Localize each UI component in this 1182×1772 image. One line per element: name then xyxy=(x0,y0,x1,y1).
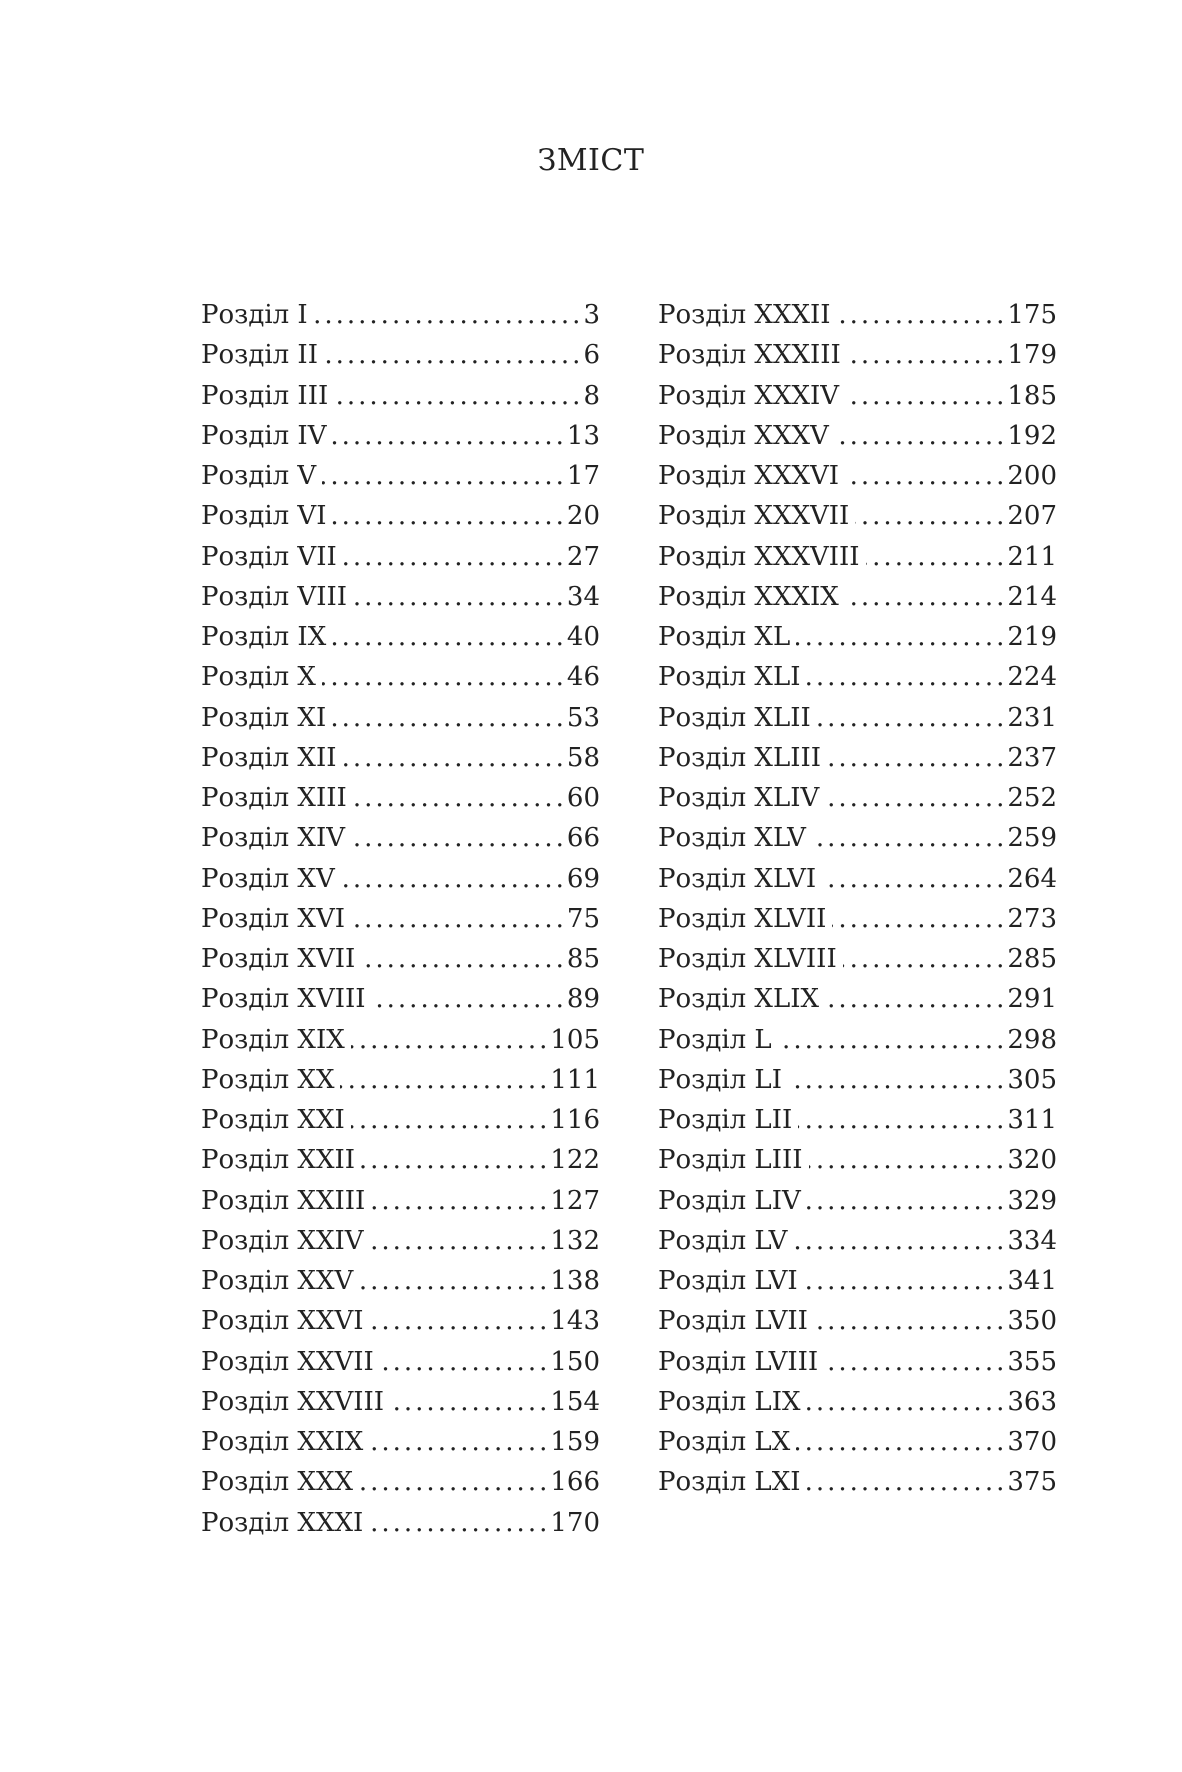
dot-leader xyxy=(807,1188,1008,1214)
toc-entry[interactable] xyxy=(201,581,600,624)
toc-entry-page-number: 154 xyxy=(550,1386,600,1417)
toc-entry-page-number: 370 xyxy=(1007,1427,1057,1457)
toc-entry-page-number: 127 xyxy=(550,1185,600,1216)
toc-entry-label: Розділ III xyxy=(201,380,329,411)
toc-entry-page-number: 231 xyxy=(1007,702,1057,733)
toc-entry-page-number: 66 xyxy=(566,823,600,854)
toc-entry-label: Розділ XXXV xyxy=(658,420,829,451)
page-title: ЗМІСТ xyxy=(537,143,645,178)
dot-leader xyxy=(342,745,566,771)
dot-leader xyxy=(845,383,1007,409)
toc-entry[interactable] xyxy=(658,1147,1057,1187)
toc-entry[interactable] xyxy=(658,380,1057,423)
toc-entry-label: Розділ LIV xyxy=(658,1185,801,1216)
toc-entry-label: Розділ XII xyxy=(201,742,337,773)
dot-leader xyxy=(370,1228,551,1254)
toc-entry[interactable] xyxy=(201,541,600,584)
toc-entry[interactable] xyxy=(658,463,1057,503)
toc-entry-label: Розділ XL xyxy=(658,622,791,652)
toc-entry[interactable] xyxy=(658,1268,1057,1308)
toc-entry-label: Розділ XLIV xyxy=(658,783,820,813)
toc-entry-page-number: 111 xyxy=(550,1064,600,1095)
toc-entry[interactable] xyxy=(201,1469,600,1509)
toc-entry-page-number: 175 xyxy=(1007,300,1057,330)
toc-entry-page-number: 105 xyxy=(550,1024,600,1055)
toc-entry-label: Розділ XXV xyxy=(201,1266,354,1296)
dot-leader xyxy=(804,1268,1008,1294)
toc-entry[interactable] xyxy=(201,1346,600,1389)
toc-entry[interactable] xyxy=(658,420,1057,463)
toc-entry[interactable] xyxy=(201,463,600,503)
dot-leader xyxy=(380,1349,551,1375)
dot-leader xyxy=(835,423,1008,449)
toc-entry-label: Розділ XXX xyxy=(201,1467,353,1498)
toc-entry-page-number: 264 xyxy=(1007,863,1057,894)
toc-entry[interactable] xyxy=(201,1225,600,1268)
toc-entry[interactable] xyxy=(658,903,1057,946)
toc-entry-label: Розділ XXXIII xyxy=(658,340,841,371)
toc-entry-page-number: 320 xyxy=(1007,1145,1057,1176)
toc-entry-page-number: 143 xyxy=(550,1306,600,1337)
toc-entry-page-number: 60 xyxy=(566,783,600,813)
toc-entry-page-number: 138 xyxy=(550,1266,600,1296)
toc-entry-label: Розділ XIII xyxy=(201,783,347,813)
toc-entry-label: Розділ XIX xyxy=(201,1024,345,1055)
dot-leader xyxy=(351,825,567,851)
dot-leader xyxy=(361,1147,550,1173)
toc-entry-page-number: 150 xyxy=(550,1346,600,1377)
toc-entry-page-number: 192 xyxy=(1007,420,1057,451)
toc-entry-label: Розділ I xyxy=(201,300,308,330)
toc-entry-label: Розділ XXXIV xyxy=(658,380,840,411)
toc-entry[interactable] xyxy=(201,986,600,1026)
dot-leader xyxy=(837,302,1008,328)
dot-leader xyxy=(340,1067,550,1093)
toc-entry-label: Розділ XLII xyxy=(658,702,811,733)
toc-entry-page-number: 273 xyxy=(1007,903,1057,934)
toc-entry[interactable] xyxy=(201,503,600,543)
dot-leader xyxy=(824,1349,1007,1375)
toc-entry[interactable] xyxy=(201,1268,600,1308)
dot-leader xyxy=(314,302,584,328)
toc-entry-label: Розділ XXII xyxy=(201,1145,355,1176)
toc-entry[interactable] xyxy=(658,342,1057,382)
dot-leader xyxy=(812,825,1007,851)
toc-entry-label: Розділ LXI xyxy=(658,1467,801,1498)
toc-entry[interactable] xyxy=(201,1024,600,1067)
toc-entry[interactable] xyxy=(201,624,600,664)
dot-leader xyxy=(322,463,567,489)
toc-entry-label: Розділ XIV xyxy=(201,823,345,854)
toc-entry[interactable] xyxy=(658,541,1057,584)
toc-entry-page-number: 27 xyxy=(566,541,600,572)
toc-entry-label: Розділ XLIX xyxy=(658,984,819,1015)
toc-entry[interactable] xyxy=(201,342,600,382)
toc-entry-page-number: 179 xyxy=(1007,340,1057,371)
toc-entry-label: Розділ II xyxy=(201,340,318,371)
dot-leader xyxy=(359,1469,550,1495)
toc-entry-page-number: 252 xyxy=(1007,783,1057,813)
dot-leader xyxy=(806,664,1007,690)
toc-entry-page-number: 85 xyxy=(566,944,600,974)
toc-entry-label: Розділ LVIII xyxy=(658,1346,819,1377)
dot-leader xyxy=(825,986,1007,1012)
toc-entry[interactable] xyxy=(201,1064,600,1107)
dot-leader xyxy=(827,745,1007,771)
toc-entry-label: Розділ L xyxy=(658,1024,772,1055)
toc-entry-label: Розділ XXXII xyxy=(658,300,831,330)
toc-entry-page-number: 13 xyxy=(566,420,600,451)
toc-entry-label: Розділ LV xyxy=(658,1225,788,1256)
toc-entry-label: Розділ XVIII xyxy=(201,984,366,1015)
toc-entry-label: Розділ LIX xyxy=(658,1386,801,1417)
toc-entry-label: Розділ XLV xyxy=(658,823,806,854)
toc-entry-page-number: 211 xyxy=(1007,541,1057,572)
toc-entry[interactable] xyxy=(658,664,1057,704)
toc-entry-page-number: 200 xyxy=(1007,461,1057,491)
toc-entry[interactable] xyxy=(658,503,1057,543)
toc-entry-page-number: 17 xyxy=(566,461,600,491)
dot-leader xyxy=(806,1389,1007,1415)
toc-entry[interactable] xyxy=(658,785,1057,825)
toc-entry-label: Розділ VII xyxy=(201,541,337,572)
toc-entry[interactable] xyxy=(658,946,1057,986)
toc-entry-page-number: 224 xyxy=(1007,662,1057,693)
toc-entry-label: Розділ XXXI xyxy=(201,1507,364,1538)
toc-entry-page-number: 34 xyxy=(566,581,600,612)
toc-entry-page-number: 341 xyxy=(1007,1266,1057,1296)
toc-entry-label: Розділ XXXVII xyxy=(658,501,850,532)
dot-leader xyxy=(332,705,567,731)
dot-leader xyxy=(351,906,567,932)
toc-entry[interactable] xyxy=(658,1064,1057,1107)
toc-entry[interactable] xyxy=(201,1386,600,1429)
dot-leader xyxy=(788,1067,1007,1093)
toc-entry-label: Розділ XVII xyxy=(201,944,356,974)
dot-leader xyxy=(843,946,1008,972)
toc-entry[interactable] xyxy=(201,702,600,745)
toc-entry-page-number: 89 xyxy=(566,984,600,1015)
toc-entry-page-number: 214 xyxy=(1007,581,1057,612)
dot-leader xyxy=(332,423,566,449)
toc-entry-label: Розділ XLI xyxy=(658,662,801,693)
toc-entry[interactable] xyxy=(658,825,1057,865)
toc-entry-label: Розділ XX xyxy=(201,1064,335,1095)
dot-leader xyxy=(798,1107,1007,1133)
toc-entry-page-number: 350 xyxy=(1007,1306,1057,1337)
toc-entry-page-number: 207 xyxy=(1007,501,1057,532)
toc-entry[interactable] xyxy=(201,1507,600,1550)
toc-entry-label: Розділ XXXVI xyxy=(658,461,840,491)
toc-entry[interactable] xyxy=(658,1308,1057,1348)
toc-entry-page-number: 58 xyxy=(566,742,600,773)
toc-entry[interactable] xyxy=(201,1308,600,1348)
toc-entry[interactable] xyxy=(658,1346,1057,1389)
dot-leader xyxy=(778,1027,1008,1053)
toc-entry-label: Розділ XXVIII xyxy=(201,1386,385,1417)
toc-entry-page-number: 122 xyxy=(550,1145,600,1176)
toc-entry-label: Розділ XXIX xyxy=(201,1427,364,1457)
dot-leader xyxy=(390,1389,550,1415)
toc-entry[interactable] xyxy=(201,903,600,946)
dot-leader xyxy=(351,1027,551,1053)
toc-entry-label: Розділ LX xyxy=(658,1427,791,1457)
toc-entry-page-number: 285 xyxy=(1007,944,1057,974)
toc-entry-page-number: 305 xyxy=(1007,1064,1057,1095)
dot-leader xyxy=(322,664,567,690)
dot-leader xyxy=(796,624,1007,650)
toc-entry-page-number: 170 xyxy=(550,1507,600,1538)
dot-leader xyxy=(334,383,583,409)
toc-entry-label: Розділ XXIII xyxy=(201,1185,366,1216)
dot-leader xyxy=(806,1469,1007,1495)
toc-entry-page-number: 311 xyxy=(1007,1105,1057,1135)
toc-entry-label: Розділ XLIII xyxy=(658,742,822,773)
toc-entry[interactable] xyxy=(658,986,1057,1026)
toc-entry[interactable] xyxy=(201,863,600,906)
toc-entry-page-number: 355 xyxy=(1007,1346,1057,1377)
toc-entry-page-number: 329 xyxy=(1007,1185,1057,1216)
toc-column-left xyxy=(201,302,600,1550)
dot-leader xyxy=(847,342,1008,368)
toc-entry-label: Розділ XXIV xyxy=(201,1225,364,1256)
dot-leader xyxy=(359,1268,550,1294)
toc-entry-label: Розділ XV xyxy=(201,863,335,894)
toc-entry-page-number: 375 xyxy=(1007,1467,1057,1498)
dot-leader xyxy=(341,866,567,892)
dot-leader xyxy=(866,544,1008,570)
dot-leader xyxy=(324,342,583,368)
toc-entry[interactable] xyxy=(201,664,600,704)
toc-entry-label: Розділ XXVII xyxy=(201,1346,374,1377)
toc-entry[interactable] xyxy=(658,1469,1057,1509)
toc-entry[interactable] xyxy=(201,742,600,785)
toc-entry-page-number: 69 xyxy=(566,863,600,894)
toc-entry-page-number: 219 xyxy=(1007,622,1057,652)
toc-entry[interactable] xyxy=(658,742,1057,785)
toc-entry-label: Розділ XI xyxy=(201,702,327,733)
toc-entry-label: Розділ LVII xyxy=(658,1306,808,1337)
toc-entry-page-number: 8 xyxy=(583,380,600,411)
dot-leader xyxy=(832,906,1007,932)
toc-entry-page-number: 116 xyxy=(550,1105,600,1135)
dot-leader xyxy=(809,1147,1008,1173)
toc-entry-label: Розділ XXXIX xyxy=(658,581,839,612)
toc-entry-page-number: 20 xyxy=(566,501,600,532)
dot-leader xyxy=(371,1188,550,1214)
toc-entry[interactable] xyxy=(201,1107,600,1147)
toc-entry[interactable] xyxy=(658,1386,1057,1429)
toc-entry[interactable] xyxy=(658,581,1057,624)
toc-entry-page-number: 363 xyxy=(1007,1386,1057,1417)
dot-leader xyxy=(369,1429,550,1455)
dot-leader xyxy=(332,503,566,529)
toc-entry-label: Розділ VI xyxy=(201,501,327,532)
toc-entry[interactable] xyxy=(658,624,1057,664)
toc-entry-label: Розділ XLVII xyxy=(658,903,827,934)
dot-leader xyxy=(372,986,567,1012)
toc-entry-label: Розділ XVI xyxy=(201,903,345,934)
toc-entry-label: Розділ X xyxy=(201,662,316,693)
dot-leader xyxy=(855,503,1007,529)
toc-entry-label: Розділ LII xyxy=(658,1105,793,1135)
toc-entry[interactable] xyxy=(201,302,600,342)
toc-entry[interactable] xyxy=(201,785,600,825)
toc-entry[interactable] xyxy=(201,946,600,986)
toc-entry-page-number: 334 xyxy=(1007,1225,1057,1256)
toc-entry-label: Розділ IX xyxy=(201,622,327,652)
dot-leader xyxy=(351,1107,551,1133)
toc-entry[interactable] xyxy=(658,1024,1057,1067)
toc-entry-page-number: 3 xyxy=(583,300,600,330)
toc-entry-page-number: 46 xyxy=(566,662,600,693)
toc-entry[interactable] xyxy=(658,1429,1057,1469)
dot-leader xyxy=(361,946,567,972)
toc-entry[interactable] xyxy=(658,863,1057,906)
toc-entry-page-number: 185 xyxy=(1007,380,1057,411)
toc-entry-page-number: 40 xyxy=(566,622,600,652)
toc-entry[interactable] xyxy=(658,1107,1057,1147)
toc-entry[interactable] xyxy=(201,1147,600,1187)
dot-leader xyxy=(793,1228,1007,1254)
toc-entry[interactable] xyxy=(658,1185,1057,1228)
toc-entry-label: Розділ V xyxy=(201,461,317,491)
toc-entry-label: Розділ LVI xyxy=(658,1266,798,1296)
toc-entry[interactable] xyxy=(658,702,1057,745)
dot-leader xyxy=(369,1510,550,1536)
dot-leader xyxy=(845,584,1008,610)
toc-entry-page-number: 259 xyxy=(1007,823,1057,854)
dot-leader xyxy=(353,785,567,811)
toc-entry-label: Розділ LI xyxy=(658,1064,782,1095)
toc-entry-page-number: 6 xyxy=(583,340,600,371)
toc-entry[interactable] xyxy=(658,302,1057,342)
toc-entry-page-number: 159 xyxy=(550,1427,600,1457)
toc-entry-page-number: 53 xyxy=(566,702,600,733)
toc-entry[interactable] xyxy=(201,420,600,463)
toc-entry[interactable] xyxy=(201,825,600,865)
toc-entry-page-number: 237 xyxy=(1007,742,1057,773)
dot-leader xyxy=(796,1429,1007,1455)
dot-leader xyxy=(817,705,1008,731)
dot-leader xyxy=(825,785,1007,811)
dot-leader xyxy=(343,544,567,570)
dot-leader xyxy=(370,1308,551,1334)
toc-entry-label: Розділ XXVI xyxy=(201,1306,364,1337)
toc-entry[interactable] xyxy=(658,1225,1057,1268)
toc-entry-page-number: 166 xyxy=(550,1467,600,1498)
toc-entry-page-number: 75 xyxy=(566,903,600,934)
dot-leader xyxy=(353,584,567,610)
toc-entry-label: Розділ LIII xyxy=(658,1145,803,1176)
toc-entry-label: Розділ XXXVIII xyxy=(658,541,860,572)
toc-entry-label: Розділ XLVI xyxy=(658,863,817,894)
dot-leader xyxy=(814,1308,1007,1334)
toc-entry[interactable] xyxy=(201,1429,600,1469)
toc-entry-label: Розділ XXI xyxy=(201,1105,345,1135)
dot-leader xyxy=(845,463,1007,489)
toc-entry-page-number: 291 xyxy=(1007,984,1057,1015)
toc-entry-page-number: 132 xyxy=(550,1225,600,1256)
toc-entry[interactable] xyxy=(201,380,600,423)
dot-leader xyxy=(332,624,567,650)
dot-leader xyxy=(822,866,1007,892)
toc-entry[interactable] xyxy=(201,1185,600,1228)
toc-entry-label: Розділ VIII xyxy=(201,581,348,612)
toc-entry-page-number: 298 xyxy=(1007,1024,1057,1055)
toc-entry-label: Розділ IV xyxy=(201,420,327,451)
toc-entry-label: Розділ XLVIII xyxy=(658,944,837,974)
toc-column-right xyxy=(658,302,1057,1510)
